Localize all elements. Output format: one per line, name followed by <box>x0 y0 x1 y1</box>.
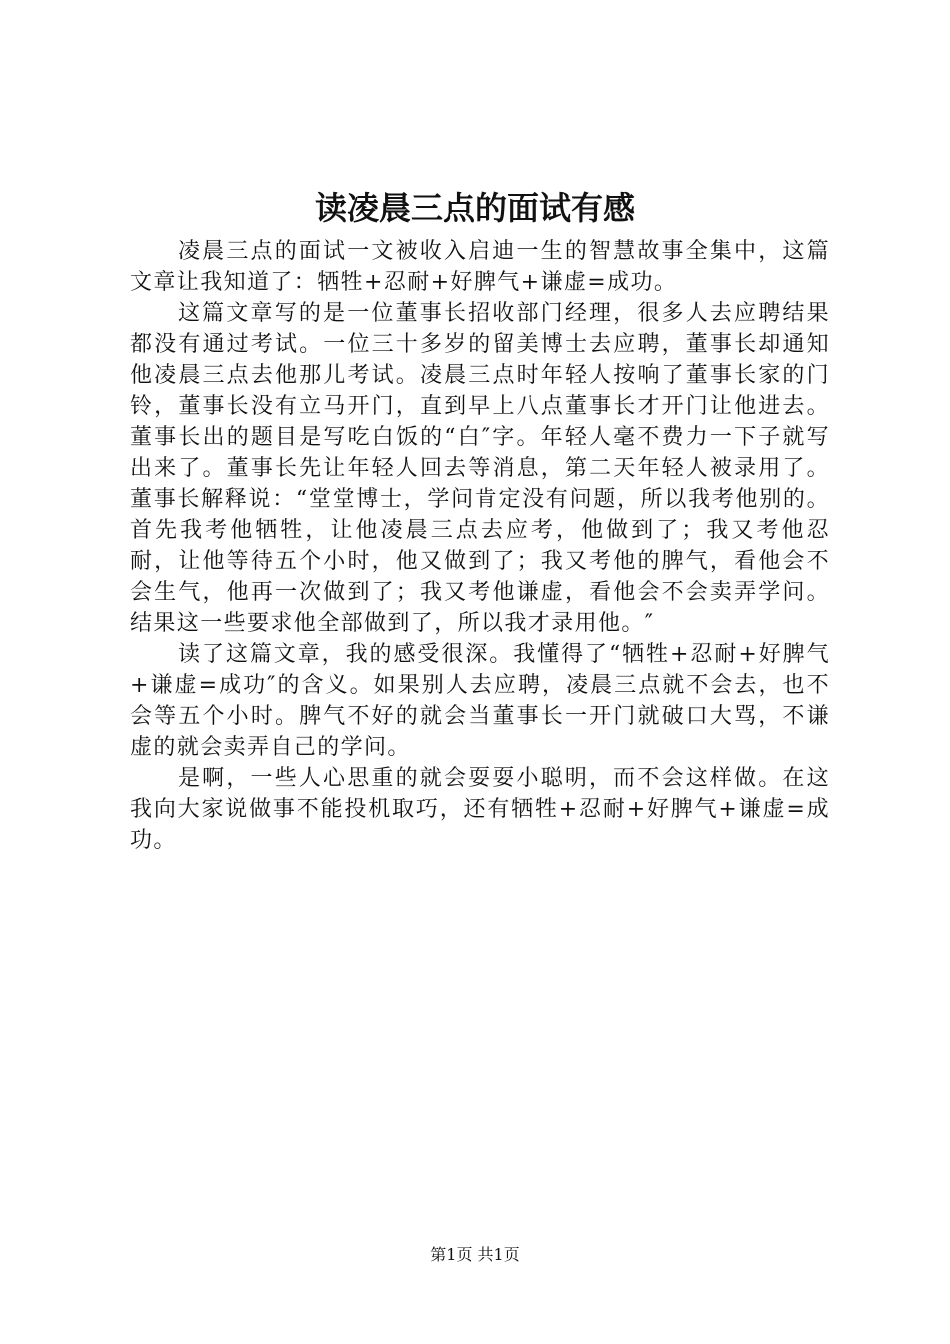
paragraph-story: 这篇文章写的是一位董事长招收部门经理，很多人去应聘结果都没有通过考试。一位三十多岁的留美博士去应聘，董事长却通知他凌晨三点去他那儿考试。凌晨三点时年轻人按响了董事长家的门铃，董事长没有立马开门，直到早上八点董事长才开门让他进去。董事长出的题目是写吃白饭的“白″字。年轻人毫不费力一下子就写出来了。董事长先让年轻人回去等消息，第二天年轻人被录用了。董事长解释说：“堂堂博士，学问肯定没有问题，所以我考他别的。首先我考他牺牲，让他凌晨三点去应考，他做到了；我又考他忍耐，让他等待五个小时，他又做到了；我又考他的脾气，看他会不会生气，他再一次做到了；我又考他谦虚，看他会不会卖弄学问。结果这一些要求他全部做到了，所以我才录用他。″ <box>130 301 830 636</box>
paragraph-conclusion: 是啊，一些人心思重的就会耍耍小聪明，而不会这样做。在这我向大家说做事不能投机取巧，还有牺牲+忍耐+好脾气+谦虚=成功。 <box>130 766 830 853</box>
page-footer: 第1页 共1页 <box>430 1245 520 1264</box>
document-title: 读凌晨三点的面试有感 <box>314 189 635 227</box>
paragraph-intro: 凌晨三点的面试一文被收入启迪一生的智慧故事全集中，这篇文章让我知道了：牺牲+忍耐+好脾气+谦虚=成功。 <box>130 239 830 295</box>
document-body <box>130 236 830 856</box>
paragraph-reflection: 读了这篇文章，我的感受很深。我懂得了“牺牲+忍耐+好脾气+谦虚=成功″的含义。如果别人去应聘，凌晨三点就不会去，也不会等五个小时。脾气不好的就会当董事长一开门就破口大骂，不谦虚的就会卖弄自己的学问。 <box>130 642 830 760</box>
